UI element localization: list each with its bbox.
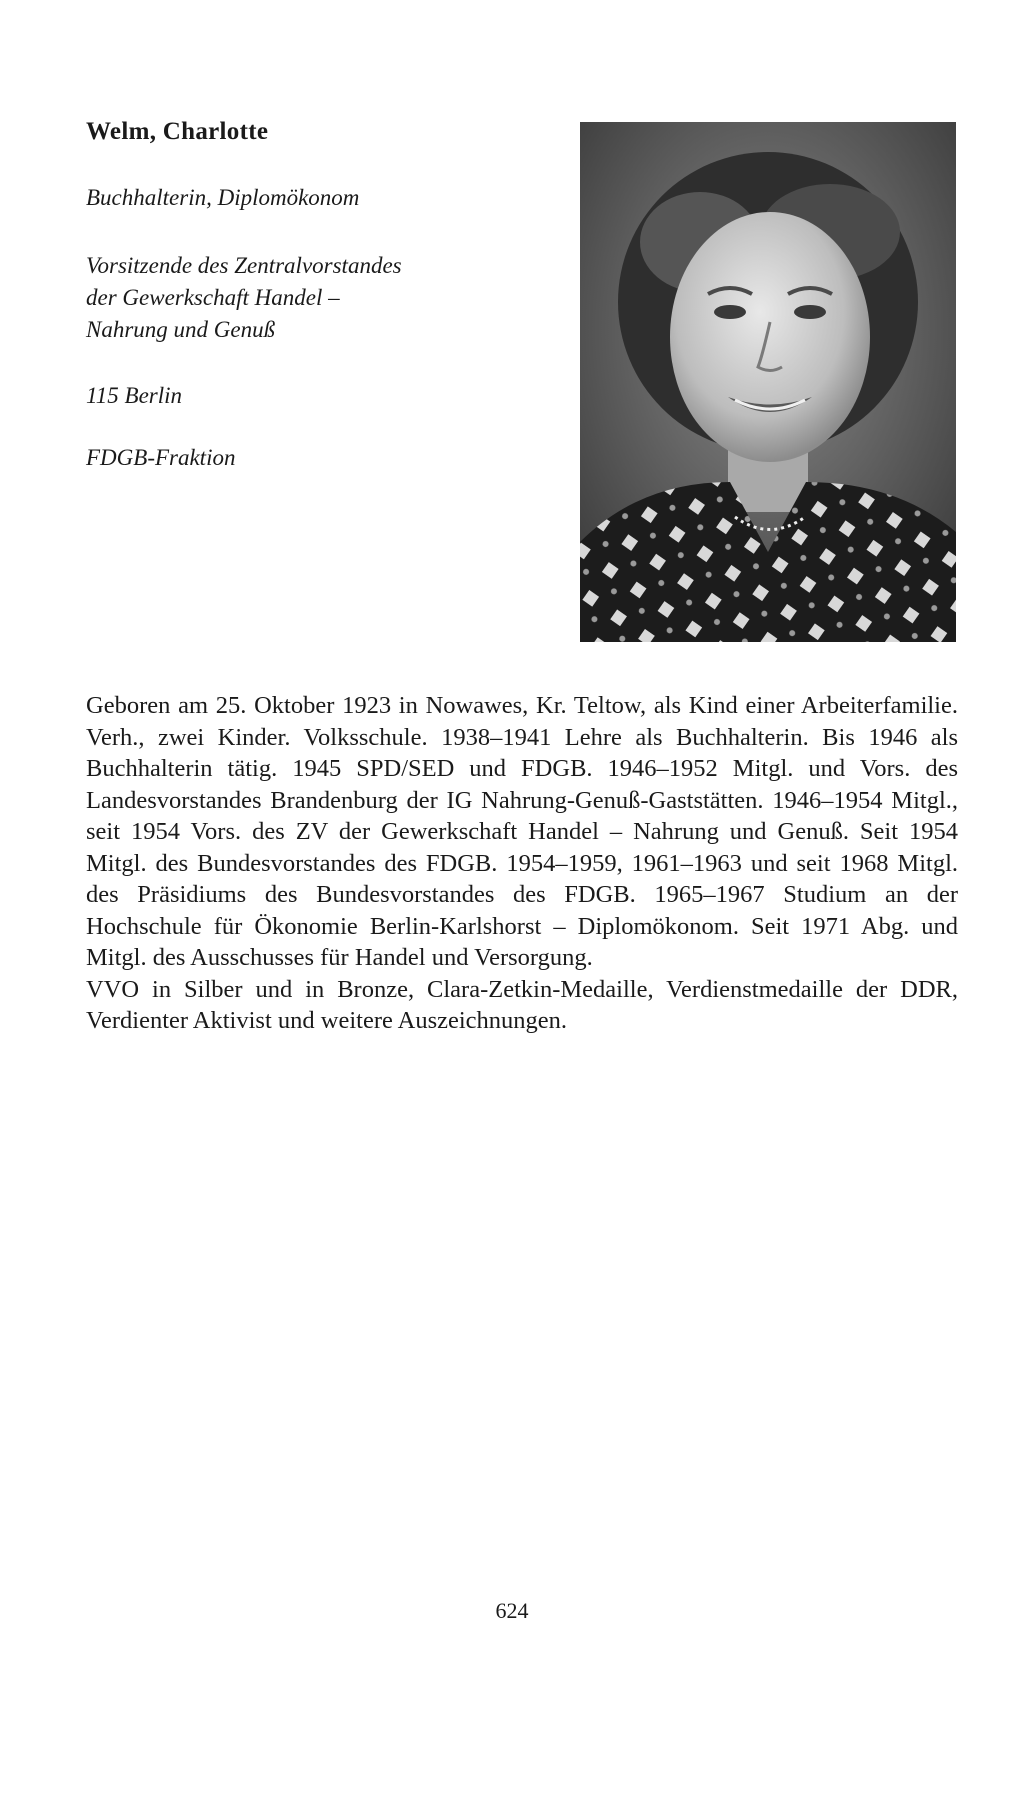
profession: Buchhalterin, Diplomökonom	[86, 185, 360, 210]
function-line: der Gewerkschaft Handel –	[86, 285, 340, 310]
person-name: Welm, Charlotte	[86, 118, 269, 145]
location: 115 Berlin	[86, 383, 183, 408]
biography	[86, 690, 958, 1037]
portrait-illustration	[580, 122, 956, 642]
function-line: Nahrung und Genuß	[86, 317, 276, 342]
faction: FDGB-Fraktion	[86, 445, 236, 470]
awards-paragraph: VVO in Silber und in Bronze, Clara-Zetkin-Medaille, Verdienstmedaille der DDR, Verdienter Aktivist und weitere Auszeichnungen.	[86, 975, 958, 1034]
function-title	[86, 250, 486, 346]
portrait-photo	[580, 122, 956, 642]
function-line: Vorsitzende des Zentralvorstandes	[86, 253, 402, 278]
biography-paragraph: Geboren am 25. Oktober 1923 in Nowawes, Kr. Teltow, als Kind einer Arbeiterfamilie. Verh., zwei Kinder. Volksschule. 1938–1941 Lehre als Buchhalterin. Bis 1946 als Buchhalterin tätig. 1945 SPD/SED und FDGB. 1946–1952 Mitgl. und Vors. des Landesvorstandes Brandenburg der IG Nahrung-Genuß-Gaststätten. 1946–1954 Mitgl., seit 1954 Vors. des ZV der Gewerkschaft Handel – Nahrung und Genuß. Seit 1954 Mitgl. des Bundesvorstandes des FDGB. 1954–1959, 1961–1963 und seit 1968 Mitgl. des Präsidiums des Bundesvorstandes des FDGB. 1965–1967 Studium an der Hochschule für Ökonomie Berlin-Karlshorst – Diplomökonom. Seit 1971 Abg. und Mitgl. des Ausschusses für Handel und Versorgung.	[86, 692, 958, 971]
page-number: 624	[495, 1598, 529, 1623]
